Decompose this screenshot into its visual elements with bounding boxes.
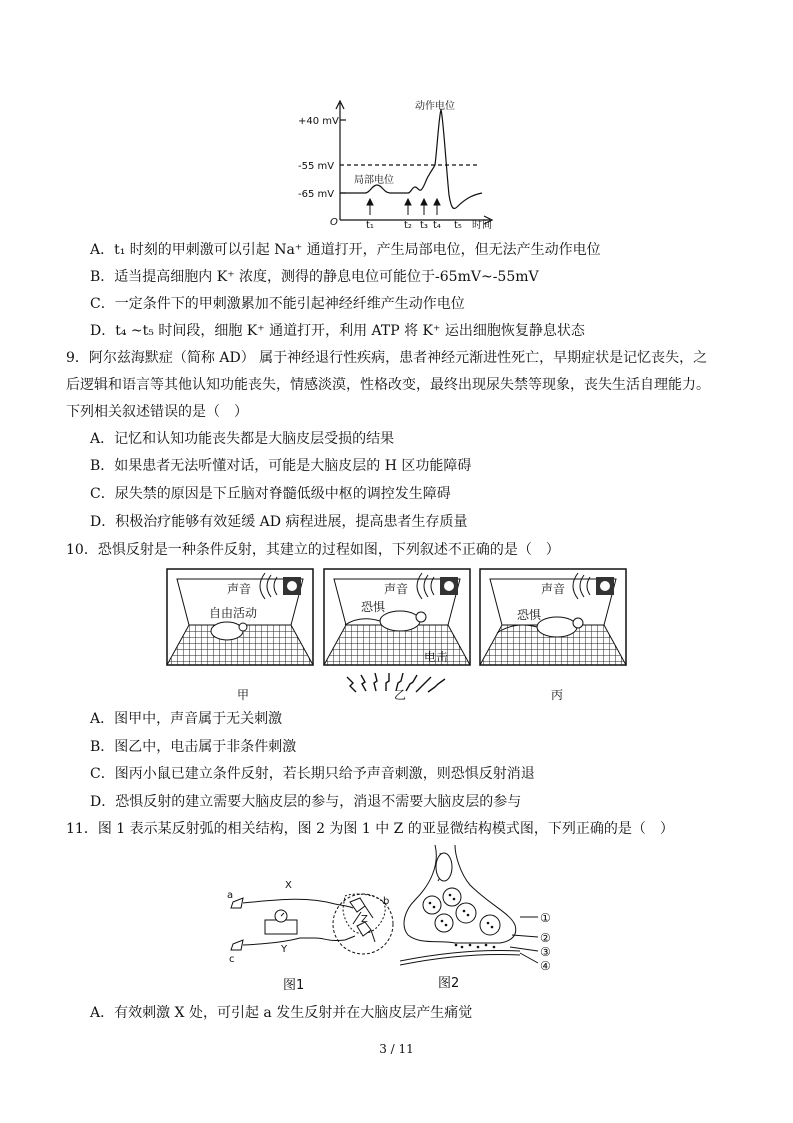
fig1-label-c: c	[229, 954, 235, 965]
label-time: 时间	[472, 220, 492, 230]
panel-bing-caption: 丙	[551, 688, 564, 702]
fig1-label-a: a	[227, 890, 234, 901]
fig1-label-x: X	[285, 880, 292, 891]
q9-option-c: C．尿失禁的原因是下丘脑对脊髓低级中枢的调控发生障碍	[90, 486, 451, 502]
label-minus65: -65 mV	[298, 189, 335, 200]
q8-option-d: D．t₄ ~t₅ 时间段，细胞 K⁺ 通道打开，利用 ATP 将 K⁺ 运出细胞恢复静息状态	[90, 323, 585, 339]
tick-t3: t₃	[420, 220, 428, 230]
tick-t5: t₅	[454, 220, 462, 230]
q9-option-b: B．如果患者无法听懂对话，可能是大脑皮层的 H 区功能障碍	[90, 458, 472, 474]
panel-jia-sound: 声音	[227, 582, 252, 596]
label-minus55: -55 mV	[298, 161, 335, 172]
reflex-arc-figure-1	[225, 872, 400, 997]
q9-stem-line2: 后逻辑和语言等其他认知功能丧失，情感淡漠，性格改变，最终出现尿失禁等现象，丧失生活自理能力。	[66, 377, 710, 393]
q10-option-a: A．图甲中，声音属于无关刺激	[90, 711, 283, 727]
synapse-figure-2	[400, 845, 565, 995]
q8-option-a: A．t₁ 时刻的甲刺激可以引起 Na⁺ 通道打开，产生局部电位，但无法产生动作电位	[90, 242, 601, 258]
q9-option-a: A．记忆和认知功能丧失都是大脑皮层受损的结果	[90, 431, 395, 447]
tick-t1: t₁	[366, 220, 374, 230]
panel-yi-fear: 恐惧	[361, 600, 386, 614]
fig2-label-3: ③	[540, 945, 551, 959]
panel-bing-fear: 恐惧	[517, 608, 542, 622]
q8-option-c: C．一定条件下的甲刺激累加不能引起神经纤维产生动作电位	[90, 296, 465, 312]
q9-stem-line3: 下列相关叙述错误的是（ ）	[66, 404, 248, 420]
panel-yi-sound: 声音	[384, 582, 409, 596]
label-local-potential: 局部电位	[354, 175, 394, 186]
label-origin: O	[330, 217, 338, 228]
fig1-label-b: b	[383, 896, 390, 907]
label-plus40: +40 mV	[298, 116, 339, 127]
fear-reflex-figure	[165, 565, 630, 705]
tick-t4: t₄	[433, 220, 441, 230]
fig1-caption: 图1	[283, 978, 305, 993]
q11-option-a: A．有效刺激 X 处，可引起 a 发生反射并在大脑皮层产生痛觉	[90, 1005, 473, 1021]
panel-yi-shock: 电击	[424, 650, 449, 664]
q11-stem: 11．图 1 表示某反射弧的相关结构，图 2 为图 1 中 Z 的亚显微结构模式图，下列正确的是（ ）	[66, 821, 674, 837]
page-number: 3 / 11	[379, 1042, 414, 1056]
fig1-label-y: Y	[281, 944, 288, 955]
panel-jia-caption: 甲	[237, 688, 250, 702]
q8-option-b: B．适当提高细胞内 K⁺ 浓度，测得的静息电位可能位于-65mV~-55mV	[90, 269, 539, 285]
q10-option-d: D．恐惧反射的建立需要大脑皮层的参与，消退不需要大脑皮层的参与	[90, 794, 522, 810]
q9-stem-line1: 9．阿尔兹海默症（简称 AD） 属于神经退行性疾病，患者神经元渐进性死亡，早期症状是记忆丧失，之	[66, 350, 708, 366]
panel-bing-sound: 声音	[541, 582, 566, 596]
q10-option-b: B．图乙中，电击属于非条件刺激	[90, 739, 297, 755]
panel-jia-activity: 自由活动	[209, 606, 258, 620]
q10-option-c: C．图丙小鼠已建立条件反射，若长期只给予声音刺激，则恐惧反射消退	[90, 766, 535, 782]
q9-option-d: D．积极治疗能够有效延缓 AD 病程进展，提高患者生存质量	[90, 514, 468, 530]
label-action-potential: 动作电位	[415, 101, 455, 112]
tick-t2: t₂	[404, 220, 412, 230]
q10-stem: 10．恐惧反射是一种条件反射，其建立的过程如图，下列叙述不正确的是（ ）	[66, 542, 560, 558]
fig2-caption: 图2	[438, 976, 460, 991]
fig2-label-1: ①	[540, 911, 551, 925]
fig2-label-2: ②	[540, 931, 551, 945]
fig1-label-z: Z	[361, 914, 368, 925]
panel-yi-caption: 乙	[394, 688, 407, 702]
fig2-label-4: ④	[540, 959, 551, 973]
action-potential-figure	[290, 95, 505, 230]
